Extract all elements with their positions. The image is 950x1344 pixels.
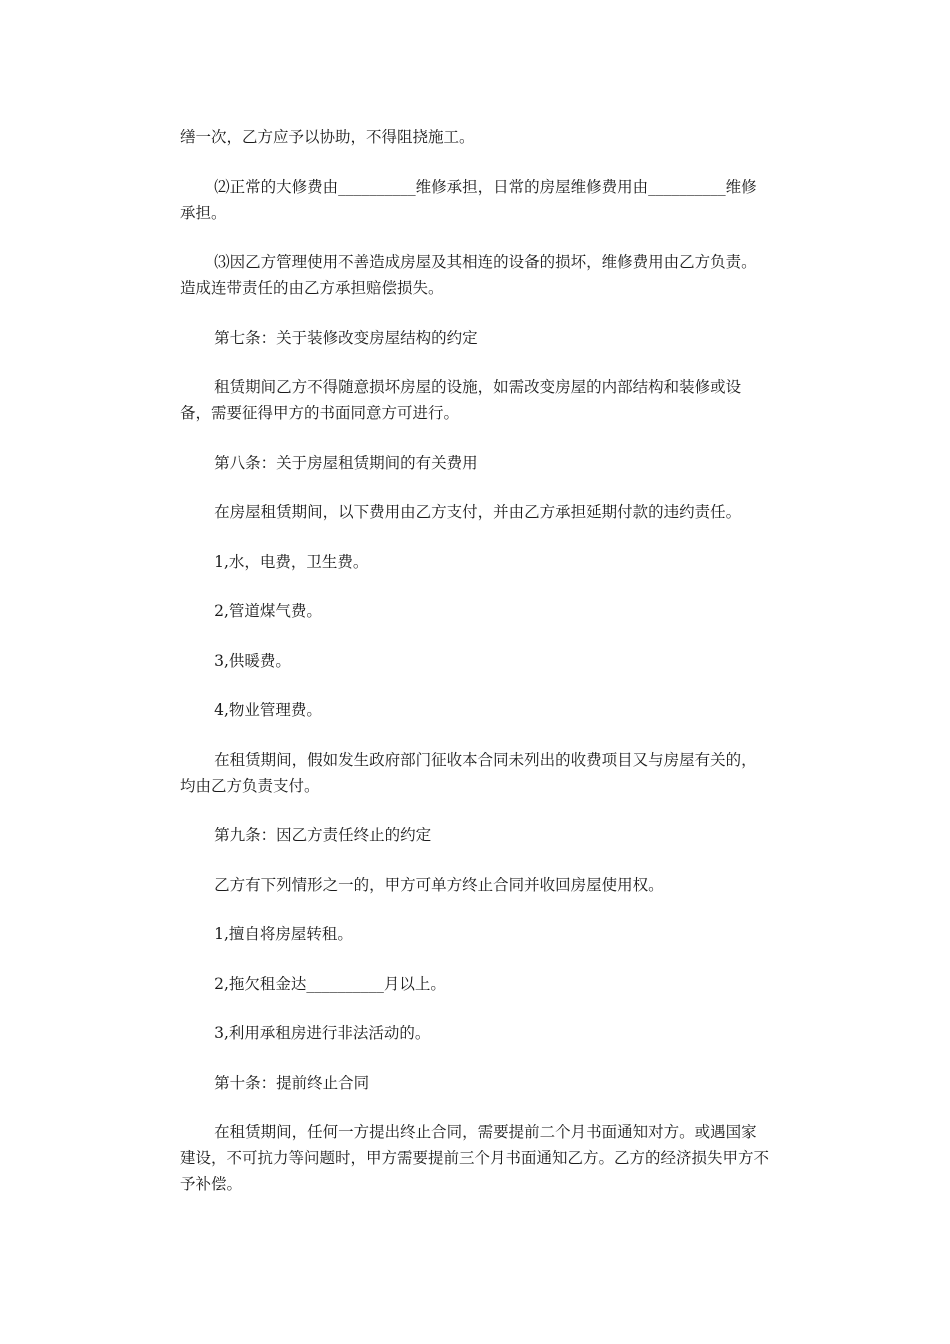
paragraph-termination-intro: 乙方有下列情形之一的，甲方可单方终止合同并收回房屋使用权。 [214,875,664,894]
article-7-heading: 第七条：关于装修改变房屋结构的约定 [214,328,478,347]
paragraph-damage-liability: ⑶因乙方管理使用不善造成房屋及其相连的设备的损坏，维修费用由乙方负责。造成连带责任的由乙方承担赔偿损失。 [180,253,757,297]
paragraph-fees-intro: 在房屋租赁期间，以下费用由乙方支付，并由乙方承担延期付款的违约责任。 [214,503,742,521]
paragraph-gov-fees: 在租赁期间，假如发生政府部门征收本合同未列出的收费项目又与房屋有关的，均由乙方负责支付。 [180,750,757,795]
list-item-fee-4: 4,物业管理费。 [214,701,322,719]
paragraph-continuation: 缮一次，乙方应予以协助，不得阻挠施工。 [180,128,475,146]
list-item-fee-2: 2,管道煤气费。 [214,602,322,620]
list-item-termination-3: 3,利用承租房进行非法活动的。 [214,1024,431,1042]
list-item-fee-3: 3,供暖费。 [214,651,291,670]
list-item-fee-1: 1,水，电费，卫生费。 [214,552,369,571]
list-item-termination-2: 2,拖欠租金达__________月以上。 [214,974,446,993]
article-9-heading: 第九条：因乙方责任终止的约定 [214,826,432,844]
document-page [180,124,772,1221]
article-10-heading: 第十条：提前终止合同 [214,1073,370,1092]
paragraph-early-termination: 在租赁期间，任何一方提出终止合同，需要提前二个月书面通知对方。或遇国家建设，不可抗力等问题时，甲方需要提前三个月书面通知乙方。乙方的经济损失甲方不予补偿。 [180,1123,770,1193]
list-item-termination-1: 1,擅自将房屋转租。 [214,925,353,943]
paragraph-major-repair: ⑵正常的大修费由__________维修承担，日常的房屋维修费用由__________维修承担。 [180,177,757,222]
article-8-heading: 第八条：关于房屋租赁期间的有关费用 [214,453,478,472]
paragraph-renovation: 租赁期间乙方不得随意损坏房屋的设施，如需改变房屋的内部结构和装修或设备，需要征得甲方的书面同意方可进行。 [180,378,742,422]
